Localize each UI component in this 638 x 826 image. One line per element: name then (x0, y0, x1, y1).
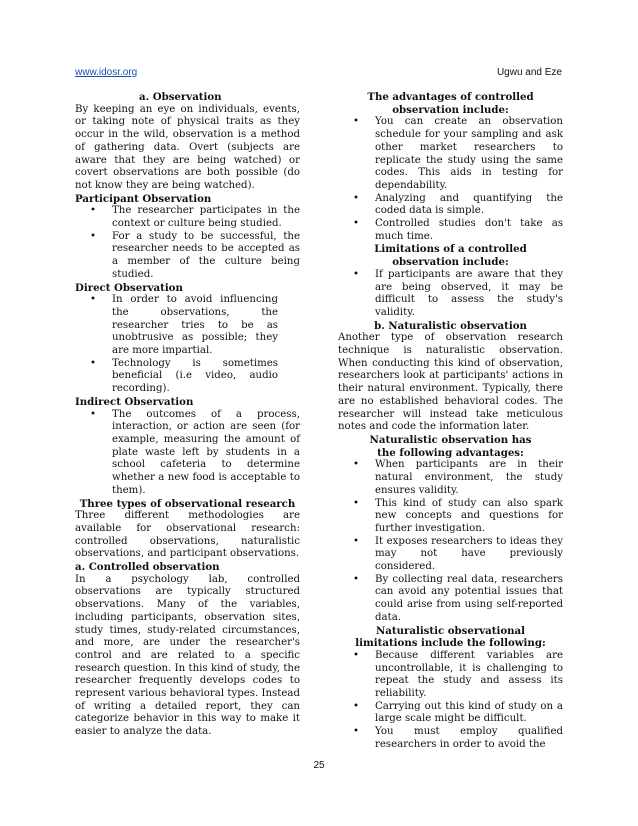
participant-observation-list (75, 205, 300, 281)
list-item: • By collecting real data, researchers can avoid any potential issues that could arise from using self-reported data. (338, 574, 563, 625)
heading-controlled-observation: a. Controlled observation (75, 561, 220, 574)
list-item: • When participants are in their natural environment, the study ensures validity. (338, 459, 563, 497)
heading-naturalistic-advantages: Naturalistic observation has the following advantages: (369, 433, 532, 459)
section-heading-observation: a. Observation (139, 91, 222, 103)
indirect-observation-list (75, 409, 300, 498)
list-item: • For a study to be successful, the researcher needs to be accepted as a member of the culture being studied. (75, 231, 300, 282)
right-column (338, 91, 563, 752)
heading-indirect-observation: Indirect Observation (75, 395, 194, 408)
naturalistic-limitations-list (338, 650, 563, 752)
controlled-observation-paragraph: In a psychology lab, controlled observations are typically structured observations. Many of the variables, including participants, observation sites, study times, study-related circumstances, and more, are under the researcher's control and are related to a specific research question. In this kind of study, the researcher frequently develops codes to represent various behavioral types. Instead of writing a detailed report, they can categorize behavior in this way to make it easier to analyze the data. (75, 573, 300, 738)
heading-three-types: Three types of observational research (79, 497, 296, 510)
list-item: • The researcher participates in the context or culture being studied. (75, 205, 300, 230)
naturalistic-observation-paragraph: Another type of observation research technique is naturalistic observation. When conducting this kind of observation, researchers look at participants' actions in their natural environment. Typically, there are no established behavioral codes. The researcher will instead take meticulous notes and code the information later. (338, 332, 563, 433)
left-column (75, 91, 300, 739)
observation-paragraph: By keeping an eye on individuals, events, or taking note of physical traits as they occur in the wild, observation is a method of gathering data. Overt (subjects are aware that they are being watched) or covert observations are both possible (do not know they are being watched). (75, 103, 300, 191)
list-item: • If participants are aware that they are being observed, it may be difficult to assess the study's validity. (338, 269, 563, 320)
heading-naturalistic-limitations: Naturalistic observational limitations include the following: (355, 624, 546, 650)
list-item: • Analyzing and quantifying the coded data is simple. (338, 193, 563, 218)
heading-naturalistic-observation: b. Naturalistic observation (374, 319, 527, 332)
naturalistic-advantages-list (338, 459, 563, 624)
heading-controlled-limitations: Limitations of a controlled observation include: (374, 243, 527, 269)
heading-participant-observation: Participant Observation (75, 192, 212, 205)
list-item: • You can create an observation schedule for your sampling and ask other market researchers to replicate the study using the same codes. This aids in testing for dependability. (338, 116, 563, 192)
journal-website-link[interactable]: www.idosr.org (75, 67, 138, 78)
heading-controlled-advantages: The advantages of controlled observation include: (367, 91, 534, 116)
list-item: • Because different variables are uncontrollable, it is challenging to repeat the study and assess its reliability. (338, 650, 563, 701)
list-item: • This kind of study can also spark new concepts and questions for further investigation. (338, 498, 563, 536)
direct-observation-list (75, 294, 300, 396)
three-types-paragraph: Three different methodologies are available for observational research: controlled observations, naturalistic observations, and participant observations. (75, 510, 300, 560)
list-item: • Technology is sometimes beneficial (i.e video, audio recording). (75, 358, 300, 396)
list-item: • It exposes researchers to ideas they may not have previously considered. (338, 536, 563, 574)
page-header (75, 67, 562, 81)
list-item: • The outcomes of a process, interaction, or action are seen (for example, measuring the amount of plate waste left by students in a school cafeteria to determine whether a new food is acceptable to them). (75, 409, 300, 498)
list-item: • In order to avoid influencing the observations, the researcher tries to be as unobtrusive as possible; they are more impartial. (75, 294, 300, 358)
page-number: 25 (313, 760, 325, 771)
running-head-authors: Ugwu and Eze (496, 67, 562, 78)
controlled-advantages-list (338, 116, 563, 243)
list-item: • Carrying out this kind of study on a large scale might be difficult. (338, 701, 563, 726)
heading-direct-observation: Direct Observation (75, 281, 183, 294)
list-item: • You must employ qualified researchers in order to avoid the (338, 726, 563, 751)
controlled-limitations-list (338, 269, 563, 320)
list-item: • Controlled studies don't take as much time. (338, 218, 563, 243)
